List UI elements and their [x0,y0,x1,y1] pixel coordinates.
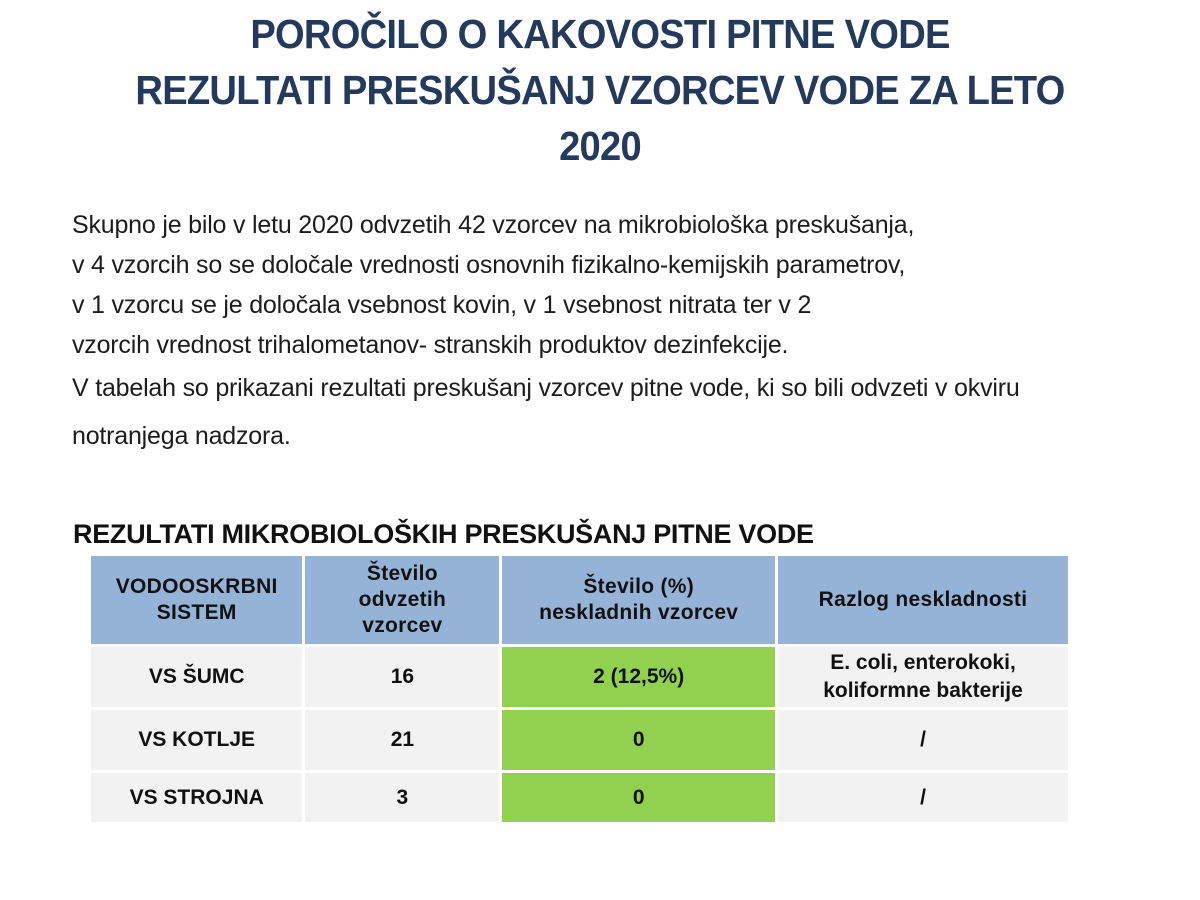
intro-line: v 1 vzorcu se je določala vsebnost kovin, v 1 vsebnost nitrata ter v 2 [72,291,812,319]
cell-water-system: VS KOTLJE [91,710,305,773]
header-water-system [91,556,305,647]
header-text: Število [366,562,438,585]
intro-line: notranjega nadzora. [72,422,291,450]
header-text: vzorcev [362,614,443,637]
header-sample-count [305,556,502,647]
cell-sample-count: 3 [305,773,502,825]
report-title-line-3: 2020 [559,123,641,169]
table-row [91,647,1071,710]
header-noncompliance-reason [778,556,1071,647]
cell-noncompliant-count: 0 [502,773,778,825]
table-header-row [91,556,1071,647]
table-row [91,773,1071,825]
microbiology-results-table [91,556,1071,825]
header-text: Razlog neskladnosti [818,588,1028,611]
cell-noncompliance-reason: / [778,773,1071,825]
intro-line: v 4 vzorcih so se določale vrednosti osnovnih fizikalno-kemijskih parametrov, [72,251,906,279]
cell-noncompliance-reason [778,647,1071,710]
report-title-line-1: POROČILO O KAKOVOSTI PITNE VODE [250,11,950,57]
intro-line: V tabelah so prikazani rezultati preskušanj vzorcev pitne vode, ki so bili odvzeti v okviru [72,374,1020,402]
cell-sample-count: 16 [305,647,502,710]
header-text: Število (%) [583,575,695,598]
header-text: SISTEM [156,601,237,624]
intro-text [72,205,1182,461]
report-title-line-2: REZULTATI PRESKUŠANJ VZORCEV VODE ZA LETO [135,67,1065,113]
reason-text: koliformne bakterije [823,679,1023,702]
report-title [42,6,1158,174]
section-heading: REZULTATI MIKROBIOLOŠKIH PRESKUŠANJ PITNE VODE [73,519,814,549]
header-text: odvzetih [358,588,447,611]
reason-text: E. coli, enterokoki, [830,651,1016,674]
cell-noncompliant-count: 0 [502,710,778,773]
table-row [91,710,1071,773]
cell-noncompliant-count: 2 (12,5%) [502,647,778,710]
header-text: neskladnih vzorcev [539,601,739,624]
cell-water-system: VS STROJNA [91,773,305,825]
header-text: VODOOSKRBNI [115,575,278,598]
header-noncompliant-count [502,556,778,647]
cell-water-system: VS ŠUMC [91,647,305,710]
cell-noncompliance-reason: / [778,710,1071,773]
intro-line: vzorcih vrednost trihalometanov- stranskih produktov dezinfekcije. [72,331,789,359]
intro-line: Skupno je bilo v letu 2020 odvzetih 42 vzorcev na mikrobiološka preskušanja, [72,211,915,239]
cell-sample-count: 21 [305,710,502,773]
